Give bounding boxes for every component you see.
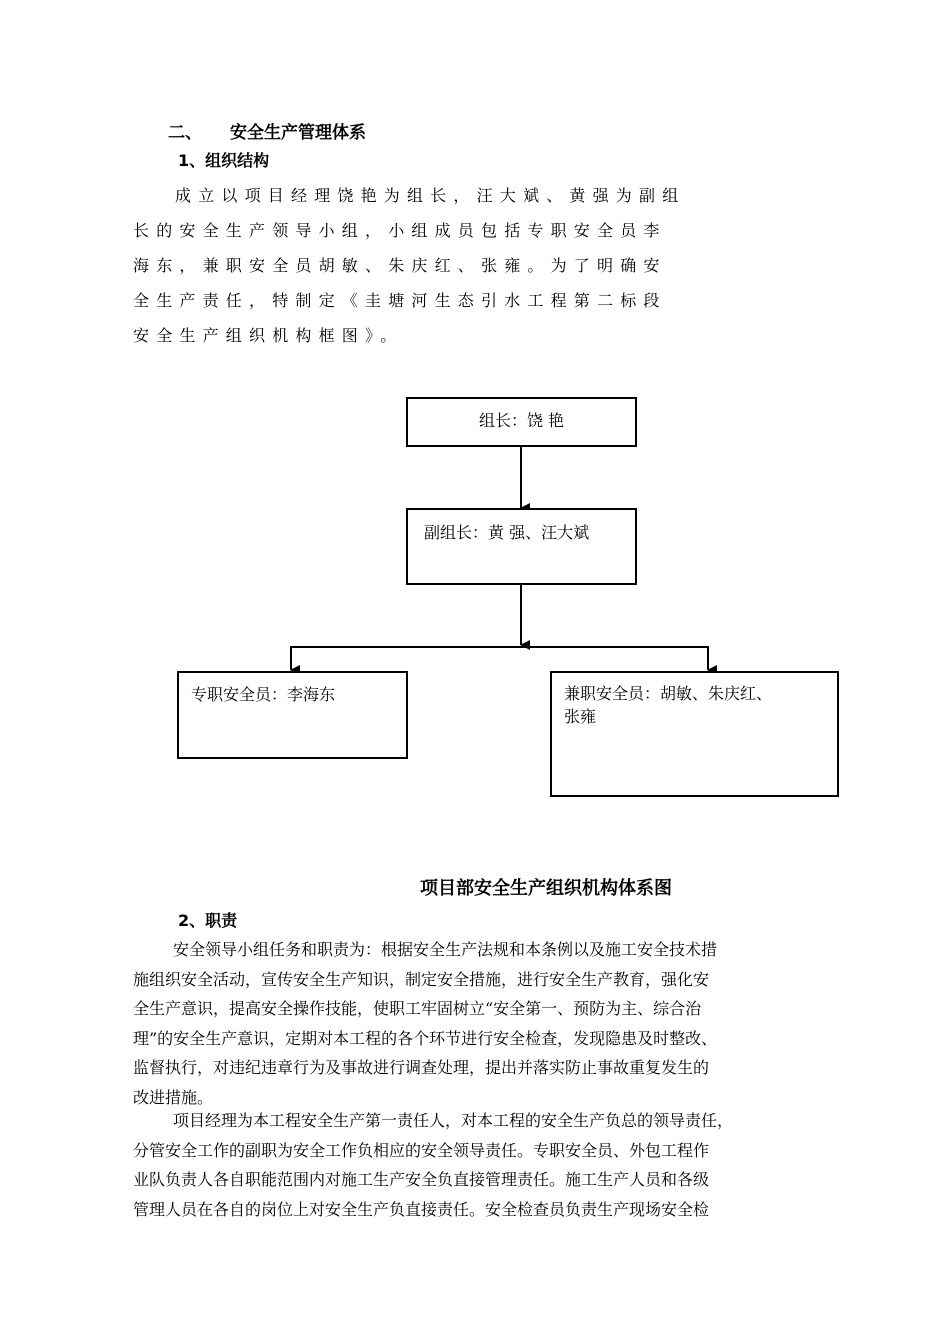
parttime-officer-label-line1: 兼职安全员：胡敏、朱庆红、 bbox=[564, 684, 773, 703]
connector-branch-left bbox=[291, 647, 521, 670]
parttime-officer-label-line2: 张雍 bbox=[564, 707, 597, 726]
duties-paragraph-1 bbox=[133, 935, 833, 1112]
parttime-officer-box bbox=[550, 671, 839, 797]
connector-branch-right bbox=[521, 647, 708, 670]
intro-line: 长的安全生产领导小组，小组成员包括专职安全员李 bbox=[133, 221, 667, 240]
fulltime-officer-box bbox=[177, 671, 408, 759]
section-title: 安全生产管理体系 bbox=[230, 123, 366, 143]
paragraph-line: 项目经理为本工程安全生产第一责任人，对本工程的安全生产负总的领导责任， bbox=[173, 1111, 734, 1130]
intro-line: 海东，兼职安全员胡敏、朱庆红、张雍。为了明确安 bbox=[133, 256, 667, 275]
deputy-label: 副组长：黄 强、汪大斌 bbox=[424, 523, 590, 542]
paragraph-line: 全生产意识，提高安全操作技能，使职工牢固树立“安全第一、预防为主、综合治 bbox=[133, 999, 702, 1018]
paragraph-line: 安全领导小组任务和职责为：根据安全生产法规和本条例以及施工安全技术措 bbox=[173, 940, 718, 959]
intro-line: 成立以项目经理饶艳为组长，汪大斌、黄强为副组 bbox=[175, 186, 686, 205]
deputy-box bbox=[406, 508, 637, 585]
paragraph-line: 分管安全工作的副职为安全工作负相应的安全领导责任。专职安全员、外包工程作 bbox=[133, 1140, 710, 1160]
leader-box bbox=[406, 397, 637, 447]
figure-caption: 项目部安全生产组织机构体系图 bbox=[420, 878, 672, 899]
paragraph-line: 管理人员在各自的岗位上对安全生产负直接责任。安全检查员负责生产现场安全检 bbox=[133, 1199, 710, 1219]
subsection-heading-duties: 2、职责 bbox=[178, 911, 238, 930]
paragraph-line: 施组织安全活动，宣传安全生产知识，制定安全措施，进行安全生产教育，强化安 bbox=[133, 969, 710, 989]
paragraph-line: 监督执行，对违纪违章行为及事故进行调查处理，提出并落实防止事故重复发生的 bbox=[133, 1058, 710, 1077]
paragraph-line: 理”的安全生产意识，定期对本工程的各个环节进行安全检查，发现隐患及时整改、 bbox=[133, 1028, 718, 1048]
intro-line: 全生产责任，特制定《圭塘河生态引水工程第二标段 bbox=[133, 291, 667, 310]
leader-label: 组长：饶 艳 bbox=[478, 411, 565, 430]
section-number: 二、 bbox=[168, 123, 202, 143]
paragraph-line: 业队负责人各自职能范围内对施工生产安全负直接管理责任。施工生产人员和各级 bbox=[133, 1170, 710, 1189]
duties-paragraph-2 bbox=[133, 1106, 833, 1224]
fulltime-officer-label: 专职安全员：李海东 bbox=[191, 685, 336, 704]
subsection-heading-org: 1、组织结构 bbox=[178, 151, 270, 170]
paragraph-line: 改进措施。 bbox=[133, 1087, 214, 1107]
intro-line: 安全生产组织机构框图》。 bbox=[133, 326, 404, 345]
